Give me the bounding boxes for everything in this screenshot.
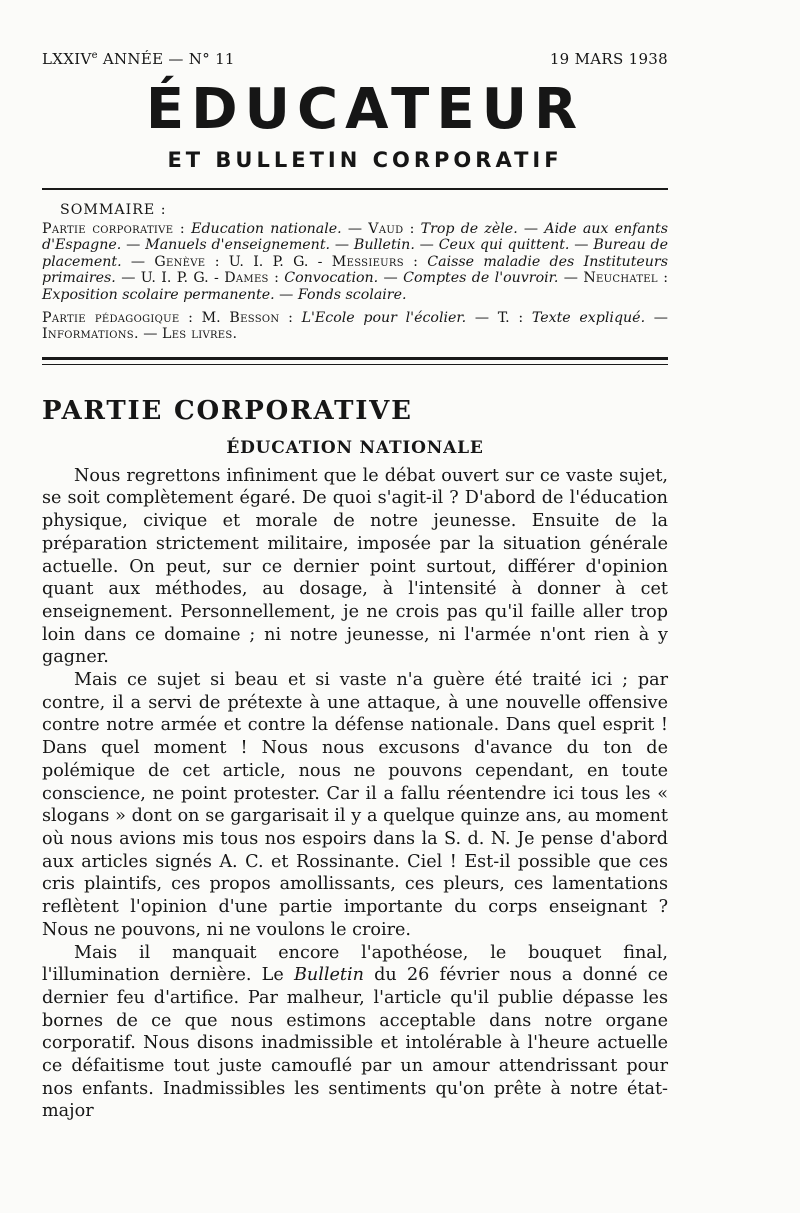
paragraph-1: Nous regrettons infiniment que le débat ouvert sur ce vaste sujet, se soit complètement égaré. De quoi s'agit-il ? D'abord de l'éducation physique, civique et morale de notre jeunesse. Ensuite de la préparation strictement militaire, imposée par la situation générale actuelle. On peut, sur ce dernier point surtout, différer d'opinion quant aux méthodes, au dosage, à l'intensité à donner à cet enseignement. Personnellement, je ne crois pas qu'il faille aller trop loin dans ce domaine ; ni notre jeunesse, ni l'armée n'ont rien à y gagner. bbox=[42, 465, 668, 668]
masthead-rule bbox=[42, 188, 668, 190]
toc-rule-thin bbox=[42, 364, 668, 365]
article-body bbox=[42, 465, 668, 1123]
issue-number: LXXIVe ANNÉE — N° 11 bbox=[42, 50, 235, 68]
issue-header bbox=[42, 50, 668, 72]
section-title: PARTIE CORPORATIVE bbox=[42, 395, 413, 426]
paragraph-2: Mais ce sujet si beau et si vaste n'a guère été traité ici ; par contre, il a servi de prétexte à une attaque, à une nouvelle offensive contre notre armée et contre la défense nationale. Dans quel esprit ! Dans quel moment ! Nous nous excusons d'avance du ton de polémique de cet article, nous ne pouvons cependant, en toute conscience, ne point protester. Car il a fallu réentendre ici tous les « slogans » dont on se gargarisait il y a quelque quinze ans, au moment où nous avions mis tous nos espoirs dans la S. d. N. Je pense d'abord aux articles signés A. C. et Rossinante. Ciel ! Est-il possible que ces cris plaintifs, ces propos amollissants, ces pleurs, ces lamentations reflètent l'opinion d'une partie importante du corps enseignant ? Nous ne pouvons, ni ne voulons le croire. bbox=[42, 670, 668, 940]
toc-rule-thick bbox=[42, 357, 668, 360]
toc-heading: SOMMAIRE : bbox=[60, 202, 167, 218]
paragraph-3: Mais il manquait encore l'apothéose, le bouquet final, l'illumination dernière. Le Bulletin du 26 février nous a donné ce dernier feu d'artifice. Par malheur, l'article qu'il publie dépasse les bornes de ce que nous estimons acceptable dans notre organe corporatif. Nous disons inadmissible et intolérable à l'heure actuelle ce défaitisme tout juste camouflé par un amour attendrissant pour nos enfants. Inadmissibles les sentiments qu'on prête à notre état-major bbox=[42, 942, 668, 1122]
article-heading: ÉDUCATION NATIONALE bbox=[226, 437, 484, 458]
journal-page bbox=[42, 50, 668, 1123]
issue-date: 19 MARS 1938 bbox=[549, 50, 668, 68]
journal-subtitle: ET BULLETIN CORPORATIF bbox=[167, 148, 563, 172]
journal-title: ÉDUCATEUR bbox=[145, 77, 585, 142]
table-of-contents bbox=[42, 202, 668, 343]
masthead bbox=[42, 77, 668, 174]
toc-pedagogique: Partie pédagogique : M. Besson : L'Ecole pour l'écolier. — T. : Texte expliqué. — Informations. — Les livres. bbox=[42, 309, 668, 343]
toc-corporative: Partie corporative : Education nationale. — Vaud : Trop de zèle. — Aide aux enfants d'Espagne. — Manuels d'enseignement. — Bulletin. — Ceux qui quittent. — Bureau de placement. — Genève : U. I. P. G. - Messieurs : Caisse maladie des Instituteurs primaires. — U. I. P. G. - Dames : Convocation. — Comptes de l'ouvroir. — Neuchatel : Exposition scolaire permanente. — Fonds scolaire. bbox=[42, 220, 668, 303]
